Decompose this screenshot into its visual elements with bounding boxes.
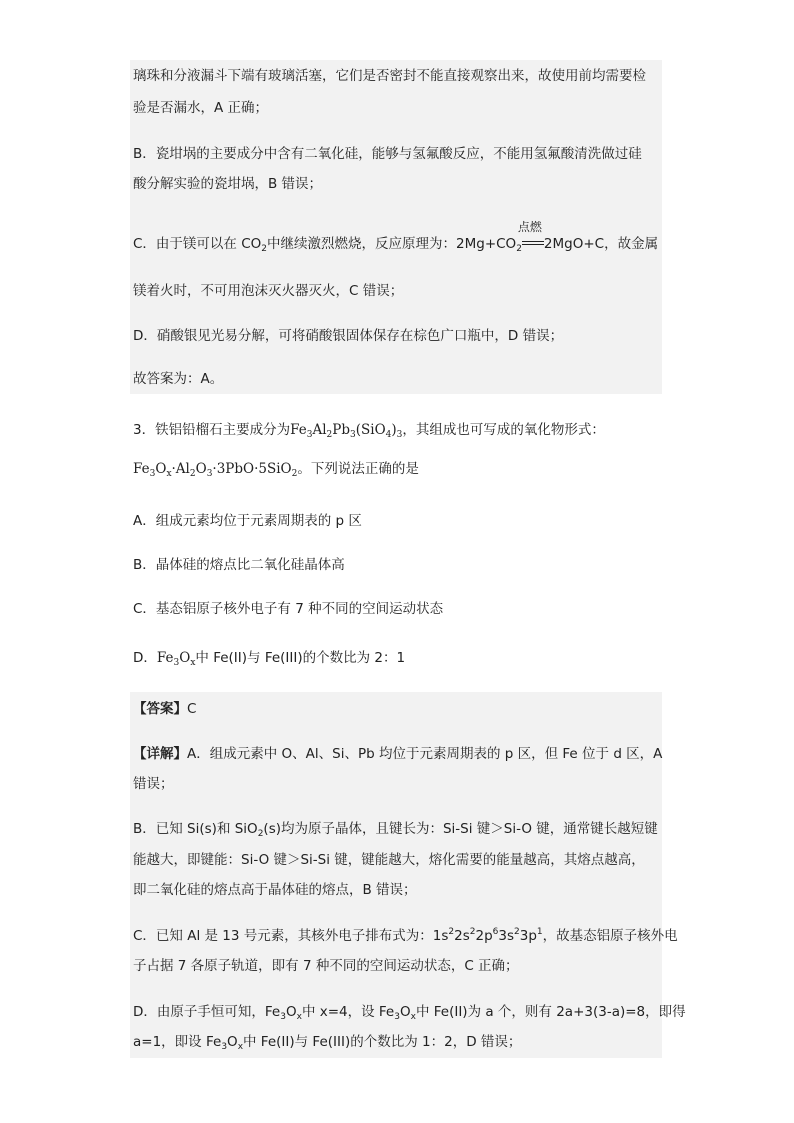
prev-b-line1: B．瓷坩埚的主要成分中含有二氧化硅，能够与氢氟酸反应，不能用氢氟酸清洗做过硅 — [133, 146, 642, 162]
q3-option-d: D．$Fe_3O_x$中 Fe(II)与 Fe(III)的个数比为 2：1 — [133, 650, 406, 668]
detail-b-line2: 能越大，即键能：Si-O 键＞Si-Si 键，键能越大，熔化需要的能量越高，其熔点越高， — [133, 852, 645, 868]
prev-a-line1: 璃珠和分液漏斗下端有玻璃活塞，它们是否密封不能直接观察出来，故使用前均需要检 — [133, 68, 646, 84]
prev-a-line2: 验是否漏水，A 正确； — [133, 100, 269, 116]
q3-stem-post: ，其组成也可写成的氧化物形式： — [402, 422, 605, 438]
detail-b-line1: B．已知 Si(s)和 SiO$_2$(s)均为原子晶体，且键长为：Si-Si 键＞Si-O 键，通常键长越短键 — [133, 821, 658, 839]
q3-oxide-formula: $Fe_3O_x\cdot Al_2O_3\cdot 3PbO\cdot 5SiO_2$ — [133, 461, 298, 479]
detail-label: 【详解】 — [133, 746, 187, 762]
detail-c-line2: 子占据 7 各原子轨道，即有 7 种不同的空间运动状态，C 正确； — [133, 958, 519, 974]
detail-a-line2: 错误； — [133, 776, 174, 792]
detail-b-line3: 即二氧化硅的熔点高于晶体硅的熔点，B 错误； — [133, 882, 417, 898]
answer-line — [133, 699, 196, 719]
detail-d-line1: D．由原子手恒可知，$Fe_3O_x$中 x=4，设 $Fe_3O_x$中 Fe(II)为 a 个，则有 2a+3(3-a)=8，即得 — [133, 1004, 686, 1022]
prev-c-line2: 镁着火时，不可用泡沫灭火器灭火，C 错误； — [133, 283, 404, 299]
detail-d-line2: a=1，即设 $Fe_3O_x$中 Fe(II)与 Fe(III)的个数比为 1：2，D 错误； — [133, 1034, 522, 1052]
answer-value: C — [187, 701, 197, 717]
prev-c-pre-sub: 2 — [261, 244, 268, 254]
prev-c-mid: 中继续激烈燃烧，反应原理为：2Mg+CO — [267, 236, 517, 252]
detail-a-line1: 【详解】A．组成元素中 O、Al、Si、Pb 均位于元素周期表的 p 区，但 Fe 位于 d 区，A — [133, 746, 663, 762]
prev-d-line: D．硝酸银见光易分解，可将硝酸银固体保存在棕色广口瓶中，D 错误； — [133, 328, 564, 344]
q3-stem-line2 — [133, 459, 419, 479]
q3-stem-end: 。下列说法正确的是 — [297, 461, 419, 477]
reaction-condition-arrow — [517, 220, 544, 250]
prev-answer-line: 故答案为：A。 — [133, 371, 224, 387]
q3-formula: $Fe_3Al_2Pb_3(SiO_4)_3$ — [290, 422, 403, 440]
prev-c-pre: C．由于镁可以在 CO — [133, 236, 262, 252]
q3-option-b: B．晶体硅的熔点比二氧化硅晶体高 — [133, 557, 345, 573]
q3-stem-pre: 3．铁铝铅榴石主要成分为 — [133, 422, 291, 438]
q3-stem-line1 — [133, 420, 605, 440]
prev-b-line2: 酸分解实验的瓷坩埚，B 错误； — [133, 176, 323, 192]
reaction-condition-label: 点燃 — [517, 220, 542, 234]
answer-label: 【答案】 — [133, 701, 187, 717]
q3-option-a: A．组成元素均位于元素周期表的 p 区 — [133, 513, 362, 529]
prev-c-mid-sub: 2 — [516, 244, 522, 254]
q3-option-c: C．基态铝原子核外电子有 7 种不同的空间运动状态 — [133, 601, 444, 617]
prev-c-line1 — [133, 220, 659, 254]
detail-c-line1: C．已知 Al 是 13 号元素，其核外电子排布式为：$1s^22s^22p^63s^23p^1$，故基态铝原子核外电 — [133, 927, 678, 944]
prev-c-post: 2MgO+C，故金属 — [543, 236, 659, 252]
